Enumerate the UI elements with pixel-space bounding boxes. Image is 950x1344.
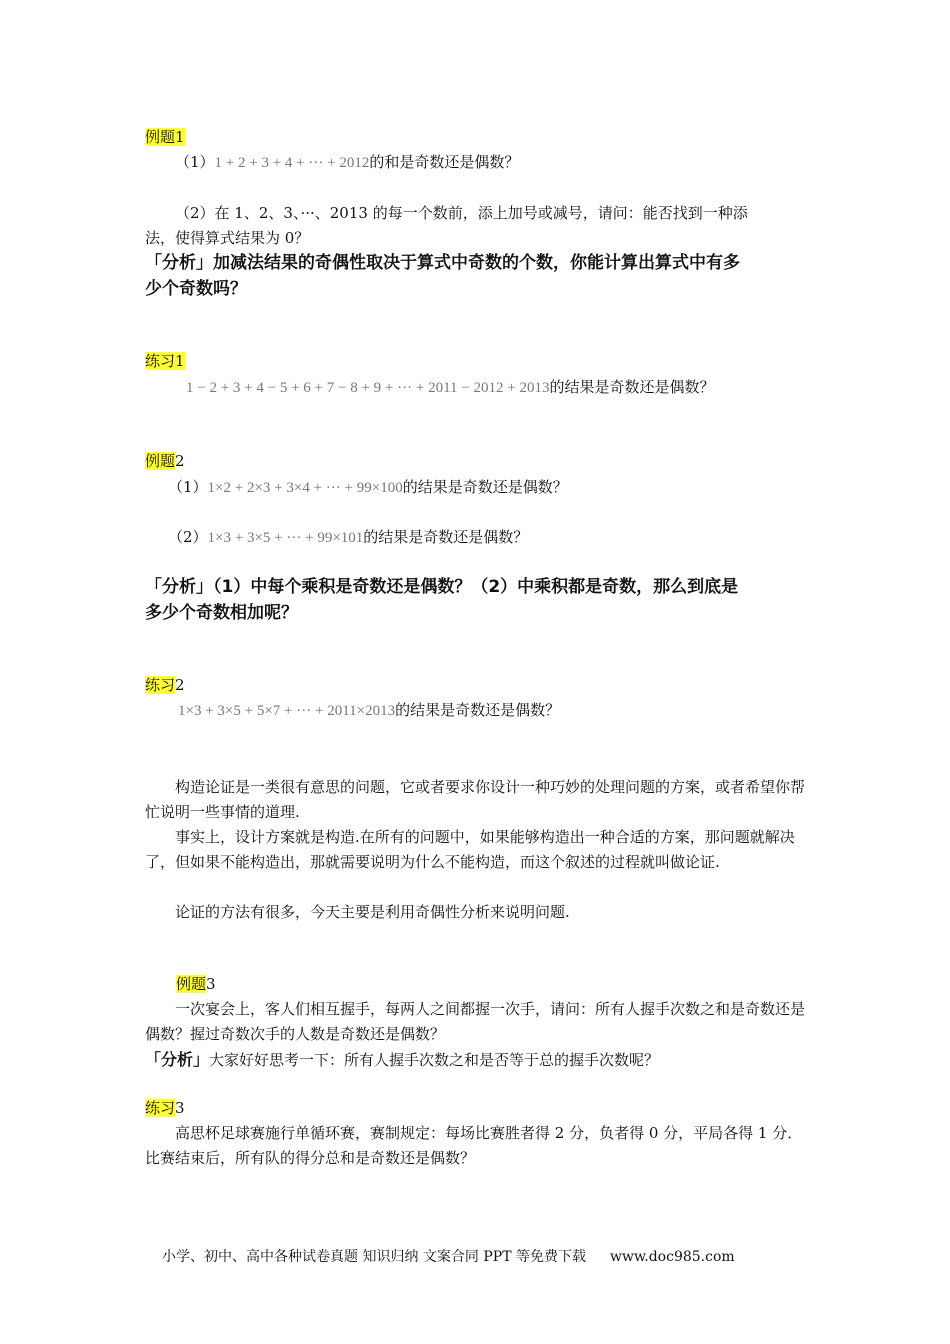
- example-1-number: 1: [175, 128, 185, 146]
- practice-3-heading: [145, 1098, 185, 1118]
- example-1-question-1: [175, 152, 519, 173]
- footer-text: 小学、初中、高中各种试卷真题 知识归纳 文案合同 PPT 等免费下载: [162, 1249, 586, 1265]
- math-expression: 1×3 + 3×5 + ··· + 99×101: [207, 530, 364, 546]
- intro-paragraph-1: 构造论证是一类很有意思的问题，它或者要求你设计一种巧妙的处理问题的方案，或者希望你帮忙说明一些事情的道理.: [145, 778, 806, 821]
- example-2-heading: [145, 451, 185, 471]
- math-expression: 1×3 + 3×5 + 5×7 + ··· + 2011×2013: [178, 703, 396, 719]
- practice-3-question: 高思杯足球赛施行单循环赛，赛制规定：每场比赛胜者得 2 分，负者得 0 分，平局各得 1 分．比赛结束后，所有队的得分总和是奇数还是偶数？: [145, 1124, 803, 1167]
- question-prefix: （2）: [168, 528, 208, 546]
- question-text: 的结果是奇数还是偶数？: [549, 378, 715, 396]
- practice-1-question: [186, 377, 714, 398]
- example-3-heading: [176, 974, 216, 994]
- example-2-question-1: [168, 477, 568, 498]
- question-prefix: （1）: [175, 153, 215, 171]
- math-expression: 1 + 2 + 3 + 4 + ··· + 2012: [214, 155, 370, 171]
- example-2-analysis-line-1: 「分析」（1）中每个乘积是奇数还是偶数？（2）中乘积都是奇数，那么到底是: [145, 577, 739, 597]
- example-1-heading: [145, 127, 185, 147]
- practice-3-number: 3: [175, 1099, 185, 1117]
- analysis-tag: 「分析」: [145, 1050, 210, 1069]
- footer: [162, 1246, 735, 1266]
- practice-1-label: 练习: [145, 352, 176, 370]
- example-2-question-2: [168, 527, 528, 548]
- example-1-question-2-line-2: 法，使得算式结果为 0？: [145, 229, 310, 247]
- example-1-question-2-line-1: （2）在 1、2、3、···、2013 的每一个数前，添上加号或减号，请问：能否找到一种添: [175, 204, 748, 222]
- question-text: 的和是奇数还是偶数？: [369, 153, 520, 171]
- example-1-label: 例题: [145, 128, 176, 146]
- question-prefix: （1）: [168, 478, 208, 496]
- example-3-number: 3: [206, 975, 216, 993]
- example-1-analysis-line-1: 「分析」加减法结果的奇偶性取决于算式中奇数的个数，你能计算出算式中有多: [145, 253, 740, 273]
- practice-2-label: 练习: [145, 676, 176, 694]
- footer-link[interactable]: www.doc985.com: [609, 1249, 735, 1265]
- example-1-analysis-line-2: 少个奇数吗？: [145, 279, 247, 299]
- example-3-analysis: [145, 1048, 659, 1072]
- math-expression: 1 − 2 + 3 + 4 − 5 + 6 + 7 − 8 + 9 + ··· + 2011 − 2012 + 2013: [186, 380, 550, 396]
- practice-1-heading: [145, 351, 185, 371]
- question-text: 的结果是奇数还是偶数？: [402, 478, 568, 496]
- practice-2-heading: [145, 675, 185, 695]
- example-3-question: 一次宴会上，客人们相互握手，每两人之间都握一次手，请问：所有人握手次数之和是奇数还是偶数？握过奇数次手的人数是奇数还是偶数？: [145, 1000, 806, 1043]
- math-expression: 1×2 + 2×3 + 3×4 + ··· + 99×100: [207, 480, 403, 496]
- example-3-label: 例题: [176, 975, 207, 993]
- intro-paragraph-3: 论证的方法有很多，今天主要是利用奇偶性分析来说明问题.: [175, 903, 570, 921]
- question-text: 的结果是奇数还是偶数？: [363, 528, 529, 546]
- practice-2-number: 2: [175, 676, 185, 694]
- practice-1-number: 1: [175, 352, 185, 370]
- analysis-text: 大家好好思考一下：所有人握手次数之和是否等于总的握手次数呢？: [209, 1051, 660, 1069]
- intro-paragraph-2: 事实上，设计方案就是构造.在所有的问题中，如果能够构造出一种合适的方案，那问题就解决了，但如果不能构造出，那就需要说明为什么不能构造，而这个叙述的过程就叫做论证.: [145, 828, 795, 871]
- example-2-analysis-line-2: 多少个奇数相加呢？: [145, 603, 298, 623]
- practice-3-label: 练习: [145, 1099, 176, 1117]
- practice-2-question: [178, 700, 560, 721]
- example-2-label: 例题: [145, 452, 176, 470]
- question-text: 的结果是奇数还是偶数？: [395, 701, 561, 719]
- example-2-number: 2: [175, 452, 185, 470]
